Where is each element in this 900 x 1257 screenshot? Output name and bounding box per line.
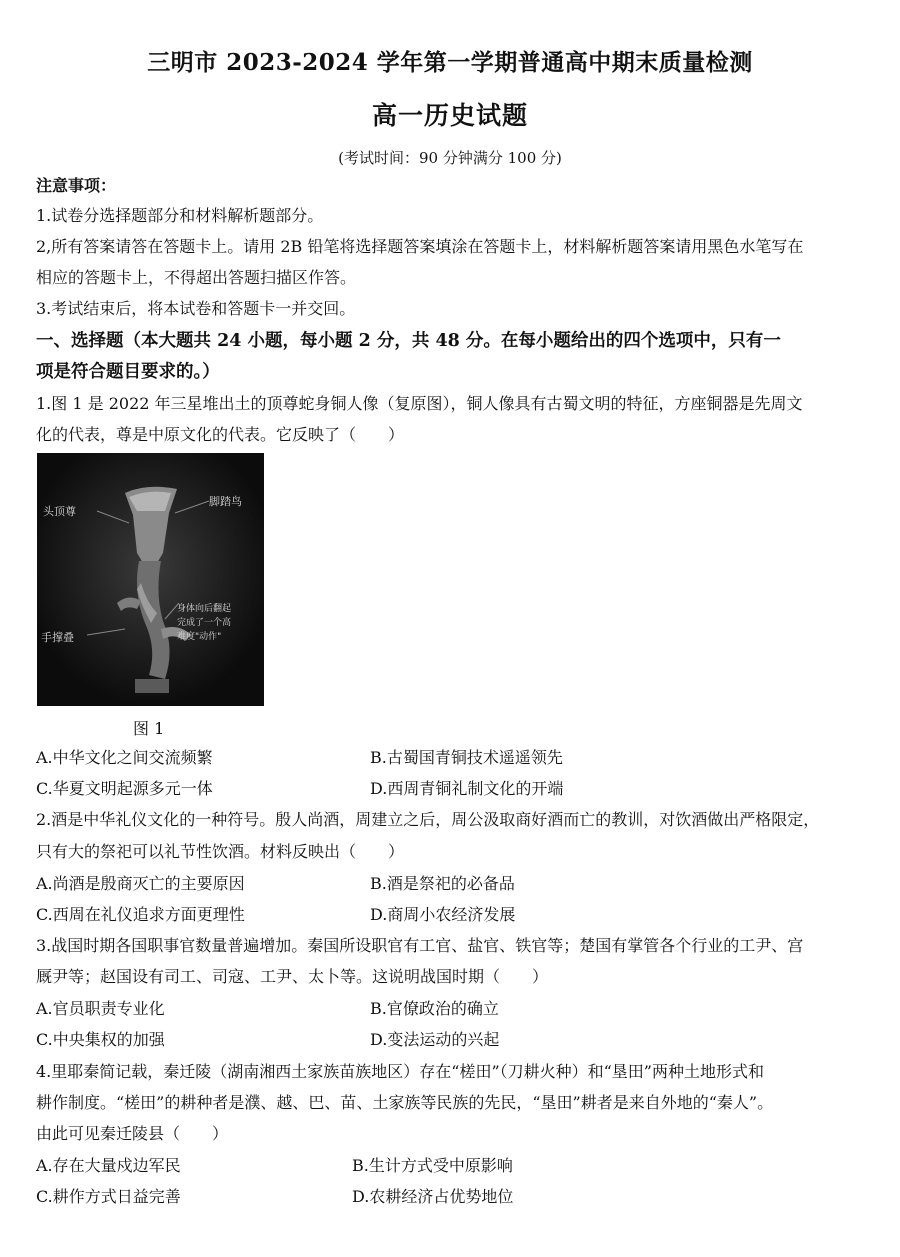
question-4-stem: 4.里耶秦简记载，秦迁陵（湖南湘西土家族苗族地区）存在“槎田”（刀耕火种）和“垦田”两种土地形式和 <box>36 1062 764 1081</box>
question-2-stem-cont: 只有大的祭祀可以礼节性饮酒。材料反映出（ ） <box>36 842 405 861</box>
question-3-option-b: B.官僚政治的确立 <box>370 999 499 1018</box>
question-3-option-c: C.中央集权的加强 <box>36 1030 165 1049</box>
question-1-option-b: B.古蜀国青铜技术遥遥领先 <box>370 748 563 767</box>
question-4-option-b: B.生计方式受中原影响 <box>352 1156 513 1175</box>
section-heading-cont: 项是符合题目要求的。） <box>36 362 220 382</box>
question-1-option-c: C.华夏文明起源多元一体 <box>36 779 213 798</box>
question-4-option-c: C.耕作方式日益完善 <box>36 1187 181 1206</box>
question-1-option-d: D.西周青铜礼制文化的开端 <box>370 779 564 798</box>
figure-1-bronze-statue <box>37 453 264 706</box>
question-2-option-c: C.西周在礼仪追求方面更理性 <box>36 905 245 924</box>
question-4-option-d: D.农耕经济占优势地位 <box>352 1187 514 1206</box>
notice-item: 相应的答题卡上，不得超出答题扫描区作答。 <box>36 268 357 287</box>
exam-title: 三明市 2023-2024 学年第一学期普通高中期末质量检测 <box>147 49 753 76</box>
notice-item: 3.考试结束后，将本试卷和答题卡一并交回。 <box>36 299 356 318</box>
notice-item: 1.试卷分选择题部分和材料解析题部分。 <box>36 206 324 225</box>
section-heading: 一、选择题（本大题共 24 小题，每小题 2 分，共 48 分。在每小题给出的四个选项中，只有一 <box>36 331 781 351</box>
question-3-stem-cont: 厩尹等；赵国设有司工、司寇、工尹、太卜等。这说明战国时期（ ） <box>36 967 549 986</box>
figure-label: 身体向后翻起 <box>177 604 232 614</box>
figure-label: 完成了一个高 <box>177 618 232 628</box>
notice-heading: 注意事项： <box>36 176 117 195</box>
exam-info: (考试时间：90 分钟满分 100 分) <box>338 149 562 167</box>
question-3-option-d: D.变法运动的兴起 <box>370 1030 500 1049</box>
figure-label: 手撑叠 <box>41 631 74 644</box>
question-1-stem-cont: 化的代表，尊是中原文化的代表。它反映了（ ） <box>36 425 405 444</box>
question-2-option-b: B.酒是祭祀的必备品 <box>370 874 515 893</box>
bronze-statue-image <box>37 453 264 706</box>
question-4-option-a: A.存在大量戍边军民 <box>36 1156 181 1175</box>
question-4-stem-cont: 耕作制度。“槎田”的耕种者是濮、越、巴、苗、土家族等民族的先民，“垦田”耕者是来自外地的“秦人”。 <box>36 1093 774 1112</box>
figure-label: 脚踏鸟 <box>209 495 242 508</box>
question-4-stem-cont: 由此可见秦迁陵县（ ） <box>36 1124 229 1143</box>
figure-1-caption: 图 1 <box>133 719 165 738</box>
figure-label: 头顶尊 <box>43 505 76 518</box>
question-2-option-a: A.尚酒是殷商灭亡的主要原因 <box>36 874 245 893</box>
question-2-option-d: D.商周小农经济发展 <box>370 905 516 924</box>
question-2-stem: 2.酒是中华礼仪文化的一种符号。殷人尚酒，周建立之后，周公汲取商好酒而亡的教训，对饮酒做出严格限定， <box>36 810 820 829</box>
question-3-option-a: A.官员职责专业化 <box>36 999 165 1018</box>
question-3-stem: 3.战国时期各国职事官数量普遍增加。秦国所设职官有工官、盐官、铁官等；楚国有掌管各个行业的工尹、宫 <box>36 936 804 955</box>
notice-item: 2,所有答案请答在答题卡上。请用 2B 铅笔将选择题答案填涂在答题卡上，材料解析题答案请用黑色水笔写在 <box>36 237 804 256</box>
question-1-option-a: A.中华文化之间交流频繁 <box>36 748 213 767</box>
figure-label: 难度"动作" <box>177 632 222 642</box>
exam-subtitle: 高一历史试题 <box>371 101 528 130</box>
question-1-stem: 1.图 1 是 2022 年三星堆出土的顶尊蛇身铜人像（复原图），铜人像具有古蜀文明的特征，方座铜器是先周文 <box>36 394 803 413</box>
